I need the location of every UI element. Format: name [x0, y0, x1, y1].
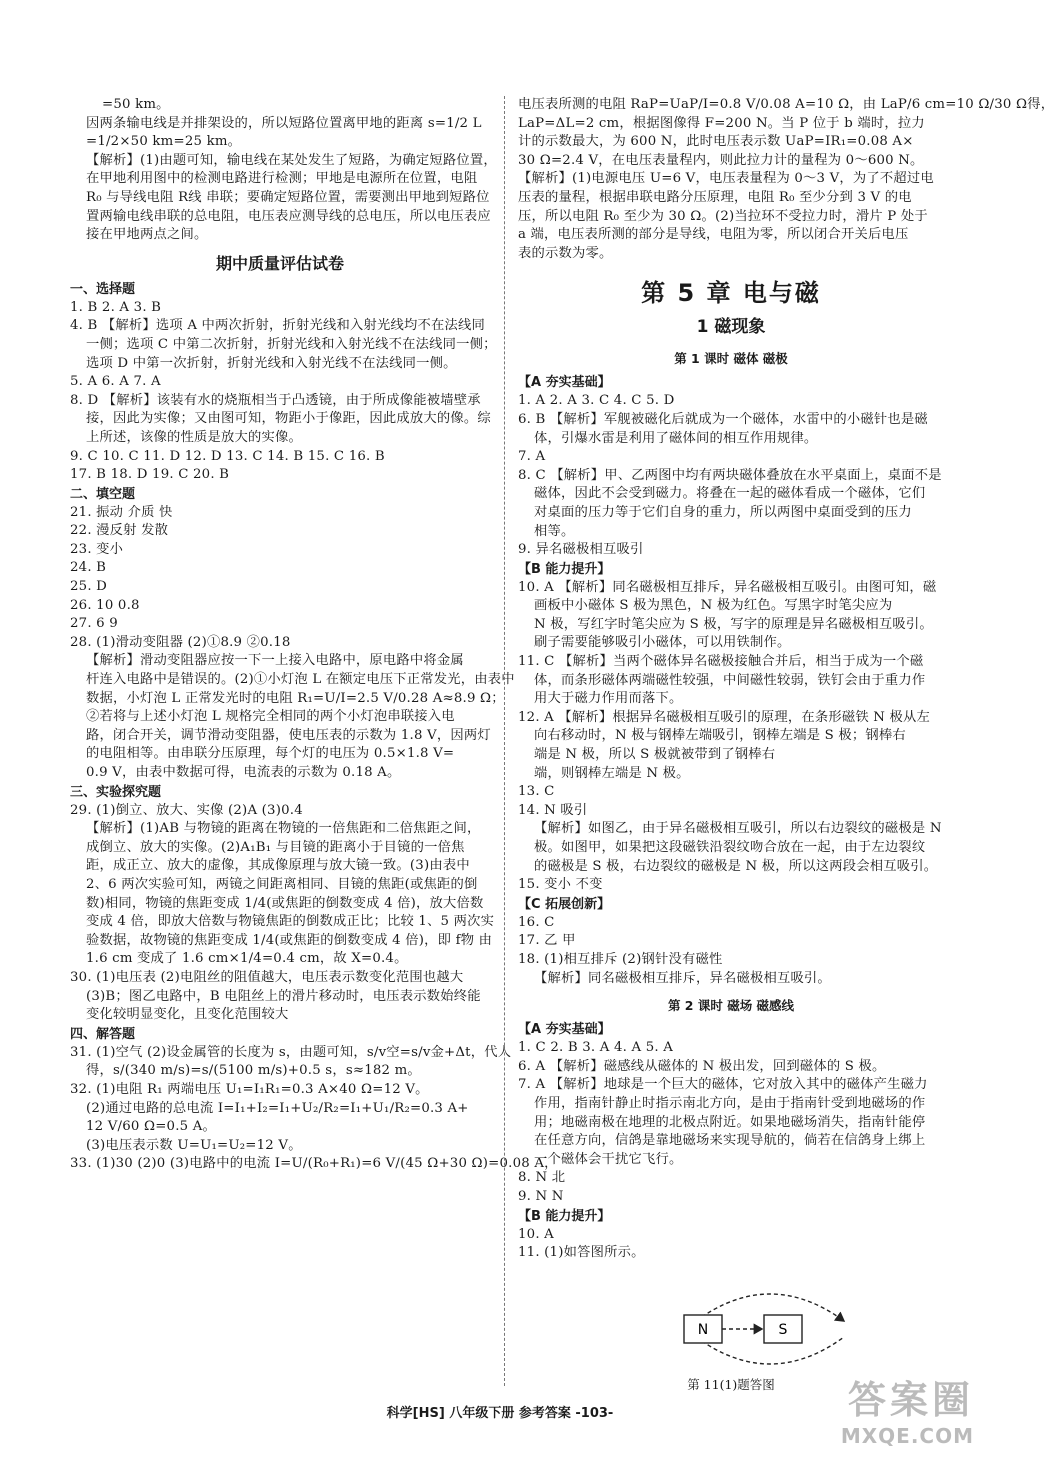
answer-line: 8. C 【解析】甲、乙两图中均有两块磁体叠放在水平桌面上，桌面不是	[518, 467, 942, 483]
answer-line: =50 km。	[102, 97, 170, 112]
answer-line: 作用，指南针静止时指示南北方向，是由于指南针受到地磁场的作	[534, 1095, 926, 1111]
answer-line: 相等。	[534, 523, 575, 539]
answer-line: 5. A 6. A 7. A	[70, 374, 161, 390]
answer-line: 9. C 10. C 11. D 12. D 13. C 14. B 15. C 16. B	[70, 448, 385, 464]
answer-line: ②若将与上述小灯泡 L 规格完全相同的两个小灯泡串联接入电	[86, 709, 455, 725]
answer-line: 端，则钢棒左端是 N 极。	[534, 765, 690, 781]
section-heading: 三、实验探究题	[70, 784, 162, 800]
answer-line: 31. (1)空气 (2)设金属管的长度为 s，由题可知，s/v空=s/v金+Δt，代人	[70, 1044, 512, 1060]
answer-line: 【解析】同名磁极相互排斥，异名磁极相互吸引。	[534, 970, 831, 986]
answer-line: 接，因此为实像；又由图可知，物距小于像距，因此成放大的像。综	[86, 411, 491, 427]
section-title: 期中质量评估试卷	[215, 253, 344, 273]
answer-line: 上所述，该像的性质是放大的实像。	[86, 429, 302, 445]
answer-line: 1. B 2. A 3. B	[70, 299, 162, 315]
answer-line: 6. A 【解析】磁感线从磁体的 N 极出发，回到磁体的 S 极。	[518, 1058, 886, 1074]
answer-line: 【解析】滑动变阻器应按一下一上接入电路中，原电路中将金属	[86, 653, 464, 669]
answer-line: 一个磁体会干扰它飞行。	[534, 1151, 683, 1167]
answer-line: 13. C	[518, 784, 555, 800]
answer-line: (2)通过电路的总电流 I=I₁+I₂=I₁+U₂/R₂=I₁+U₁/R₂=0.3 A+	[86, 1100, 469, 1116]
answer-line: 的电阻相等。由串联分压原理，每个灯的电压为 0.5×1.8 V=	[86, 746, 455, 762]
section-heading: 二、填空题	[70, 486, 136, 502]
magnet-diagram	[518, 1263, 944, 1381]
answer-line: 28. (1)滑动变阻器 (2)①8.9 ②0.18	[70, 634, 291, 650]
answer-line: 30. (1)电压表 (2)电阻丝的阻值越大，电压表示数变化范围也越大	[70, 969, 464, 985]
answer-line: 得，s/(340 m/s)=s/(5100 m/s)+0.5 s，s≈182 m。	[86, 1063, 421, 1079]
answer-line: 10. A 【解析】同名磁极相互排斥，异名磁极相互吸引。由图可知，磁	[518, 579, 937, 595]
answer-line: 在甲地利用图中的检测电路进行检测；甲地是电源所在位置，电阻	[86, 171, 478, 187]
answer-line: 26. 10 0.8	[70, 597, 140, 613]
lesson-1-title: 第 1 课时 磁体 磁极	[674, 351, 788, 367]
answer-line: 成倒立、放大的实像。(2)A₁B₁ 与目镜的距离小于目镜的一倍焦	[86, 839, 465, 855]
answer-line: 1. A 2. A 3. C 4. C 5. D	[518, 393, 675, 409]
answer-line: 压表的量程，根据串联电路分压原理，电阻 R₀ 至少分到 3 V 的电	[518, 189, 912, 205]
answer-line: 对桌面的压力等于它们自身的重力，所以两图中桌面受到的压力	[534, 504, 912, 520]
column-divider	[504, 96, 505, 1386]
answer-line: 端是 N 极，所以 S 极就被带到了钢棒右	[534, 747, 776, 763]
answer-line: 15. 变小 不变	[518, 877, 603, 893]
right-top-block	[518, 96, 1054, 263]
answer-line: 1.6 cm 变成了 1.6 cm×1/4=0.4 cm，故 X=0.4。	[86, 951, 408, 967]
answer-line: 22. 漫反射 发散	[70, 523, 169, 539]
watermark-url: MXQE.COM	[840, 1424, 974, 1448]
answer-line: 18. (1)相互排斥 (2)钢针没有磁性	[518, 951, 723, 967]
right-column	[518, 96, 1054, 1393]
answer-line: 17. B 18. D 19. C 20. B	[70, 467, 230, 483]
answer-line: 24. B	[70, 560, 107, 576]
answer-line: 1. C 2. B 3. A 4. A 5. A	[518, 1040, 674, 1056]
lesson-1-answers	[518, 373, 944, 988]
answer-line: 变化较明显变化，且变化范围较大	[86, 1007, 289, 1023]
answer-line: 0.9 V，由表中数据可得，电流表的示数为 0.18 A。	[86, 765, 401, 780]
answer-line: 17. 乙 甲	[518, 933, 576, 949]
answer-line: 32. (1)电阻 R₁ 两端电压 U₁=I₁R₁=0.3 A×40 Ω=12 V。	[70, 1081, 429, 1097]
site-watermark	[841, 1369, 974, 1448]
answer-line: N 极，写红字时笔尖应为 S 极，写字的原理是异名磁极相互吸引。	[534, 616, 933, 632]
answer-line: 9. N N	[518, 1188, 564, 1204]
lesson-title: 1 磁现象	[696, 317, 766, 338]
page-footer: 科学[HS] 八年级下册 参考答案 -103-	[386, 1406, 614, 1421]
answer-line: 一侧；选项 C 中第二次折射，折射光线和入射光线不在法线同一侧；	[86, 336, 497, 352]
answer-line: 4. B 【解析】选项 A 中两次折射，折射光线和入射光线均不在法线同	[70, 318, 485, 334]
answer-line: 25. D	[70, 579, 108, 595]
answer-line: 电压表所测的电阻 RaP=UaP/I=0.8 V/0.08 A=10 Ω，由 LaP/6 cm=10 Ω/30 Ω得，	[518, 97, 1054, 112]
figure-caption: 第 11(1)题答图	[687, 1376, 775, 1392]
magnet-field-svg	[518, 1263, 944, 1381]
lesson-2-answers	[518, 1020, 944, 1263]
answer-line: 压，所以电阻 R₀ 至少为 30 Ω。(2)当拉环不受拉力时，滑片 P 处于	[518, 208, 928, 224]
answer-line: =1/2×50 km=25 km。	[86, 134, 242, 150]
answer-line: 杆连入电路中是错误的。(2)①小灯泡 L 在额定电压下正常发光，由表中	[86, 672, 515, 688]
section-heading: 一、选择题	[70, 281, 136, 297]
answer-line: 【解析】(1)AB 与物镜的距离在物镜的一倍焦距和二倍焦距之间，	[86, 821, 481, 837]
answer-line: 16. C	[518, 914, 555, 930]
answer-line: 30 Ω=2.4 V，在电压表量程内，则此拉力计的量程为 0～600 N。	[518, 152, 924, 168]
answer-line: 27. 6 9	[70, 616, 118, 632]
answer-line: 【解析】(1)电源电压 U=6 V，电压表量程为 0～3 V，为了不超过电	[518, 171, 934, 187]
section-heading: 【B 能力提升】	[518, 561, 611, 577]
section-heading: 【B 能力提升】	[518, 1208, 611, 1224]
section-heading: 【A 夯实基础】	[518, 1022, 611, 1038]
section-heading: 【C 拓展创新】	[518, 896, 611, 912]
answer-line: 用大于磁力作用而落下。	[534, 691, 683, 707]
answer-line: 体，而条形磁体两端磁性较强，中间磁性较弱，铁钉会由于重力作	[534, 672, 926, 688]
answer-line: 在任意方向，信鸽是靠地磁场来实现导航的，倘若在信鸽身上绑上	[534, 1133, 926, 1149]
answer-line: 8. N 北	[518, 1170, 566, 1186]
answer-line: 9. 异名磁极相互吸引	[518, 542, 644, 558]
chapter-title: 第 5 章 电与磁	[641, 279, 821, 308]
answer-line: 10. A	[518, 1226, 554, 1242]
answer-line: (3)电压表示数 U=U₁=U₂=12 V。	[86, 1137, 302, 1153]
answer-line: 33. (1)30 (2)0 (3)电路中的电流 I=U/(R₀+R₁)=6 V/(45 Ω+30 Ω)=0.08 A，	[70, 1156, 558, 1172]
answer-line: 2、6 两次实验可知，两镜之间距离相同、目镜的焦距(或焦距的倒	[86, 876, 478, 892]
answer-line: 数据，小灯泡 L 正常发光时的电阻 R₁=U/I=2.5 V/0.28 A≈8.9 Ω；	[86, 690, 505, 706]
answer-line: R₀ 与导线电阻 R线 串联；要确定短路位置，需要测出甲地到短路位	[86, 189, 490, 205]
answer-line: 29. (1)倒立、放大、实像 (2)A (3)0.4	[70, 802, 303, 818]
answer-line: 11. C 【解析】当两个磁体异名磁极接触合并后，相当于成为一个磁	[518, 654, 924, 670]
answer-line: 23. 变小	[70, 541, 124, 557]
answer-line: 数)相同，物镜的焦距变成 1/4(或焦距的倒数变成 4 倍)，放大倍数	[86, 895, 484, 911]
answer-line: a 端，电压表所测的部分是导线，电阻为零，所以闭合开关后电压	[518, 227, 909, 243]
answer-line: 7. A 【解析】地球是一个巨大的磁体，它对放入其中的磁体产生磁力	[518, 1077, 928, 1093]
section-heading: 【A 夯实基础】	[518, 375, 611, 391]
answer-line: 6. B 【解析】军舰被磁化后就成为一个磁体，水雷中的小磁针也是磁	[518, 411, 928, 427]
answer-line: 刷子需要能够吸引小磁体，可以用铁制作。	[534, 635, 791, 651]
answer-line: 14. N 吸引	[518, 802, 588, 818]
answer-line: 向右移动时，N 极与钢棒左端吸引，钢棒左端是 S 极；钢棒右	[534, 728, 906, 744]
answer-line: 变成 4 倍，即放大倍数与物镜焦距的倒数成正比；比较 1、5 两次实	[86, 914, 495, 930]
watermark-logo-text: 答案圈	[847, 1378, 974, 1422]
answer-line: 选项 D 中第一次折射，折射光线和入射光线不在法线同一侧。	[86, 355, 457, 371]
section-heading: 四、解答题	[70, 1026, 136, 1042]
answer-line: 验数据，故物镜的焦距变成 1/4(或焦距的倒数变成 4 倍)，即 f物 由	[86, 932, 493, 948]
answer-line: LaP=ΔL=2 cm，根据图像得 F=200 N。当 P 位于 b 端时，拉力	[518, 115, 925, 131]
answer-line: 距，成正立、放大的虚像，其成像原理与放大镜一致。(3)由表中	[86, 858, 470, 874]
south-label: S	[778, 1321, 788, 1338]
answer-line: 置两输电线串联的总电阻，电压表应测导线的总电压，所以电压表应	[86, 208, 491, 224]
answer-line: 7. A	[518, 449, 546, 465]
answer-line: 路，闭合开关，调节滑动变阻器，使电压表的示数为 1.8 V，因两灯	[86, 727, 491, 743]
answer-line: 磁体，因此不会受到磁力。将叠在一起的磁体看成一个磁体，它们	[534, 486, 926, 502]
answer-line: 21. 振动 介质 快	[70, 504, 173, 520]
answer-line: 【解析】如图乙，由于异名磁极相互吸引，所以右边裂纹的磁极是 N	[534, 821, 942, 837]
answer-line: 极。如图甲，如果把这段磁铁沿裂纹吻合放在一起，由于左边裂纹	[534, 840, 926, 855]
answer-line: 接在甲地两点之间。	[86, 227, 208, 243]
answer-line: 的磁极是 S 极，右边裂纹的磁极是 N 极，所以这两段会相互吸引。	[534, 858, 938, 874]
answer-line: 画板中小磁体 S 极为黑色，N 极为红色。写黑字时笔尖应为	[534, 598, 893, 614]
answer-line: 计的示数最大，为 600 N，此时电压表示数 UaP=IR₁=0.08 A×	[518, 134, 914, 150]
answer-line: 【解析】(1)由题可知，输电线在某处发生了短路，为确定短路位置，	[86, 152, 497, 168]
answer-line: (3)B；图乙电路中，B 电阻丝上的滑片移动时，电压表示数始终能	[86, 988, 481, 1004]
answer-line: 表的示数为零。	[518, 245, 613, 261]
answer-line: 用；地磁南极在地理的北极点附近。如果地磁场消失，指南针能停	[534, 1114, 926, 1130]
answer-line: 8. D 【解析】该装有水的烧瓶相当于凸透镜，由于所成像能被墙壁承	[70, 392, 481, 408]
answer-line: 12 V/60 Ω=0.5 A。	[86, 1119, 217, 1135]
answer-line: 因两条输电线是并排架设的，所以短路位置离甲地的距离 s=1/2 L	[86, 115, 482, 131]
north-label: N	[697, 1321, 709, 1338]
answer-line: 体，引爆水雷是利用了磁体间的相互作用规律。	[534, 430, 818, 446]
lesson-2-title: 第 2 课时 磁场 磁感线	[667, 998, 795, 1014]
answer-line: 12. A 【解析】根据异名磁极相互吸引的原理，在条形磁铁 N 极从左	[518, 709, 931, 725]
answer-line: 11. (1)如答图所示。	[518, 1245, 645, 1261]
